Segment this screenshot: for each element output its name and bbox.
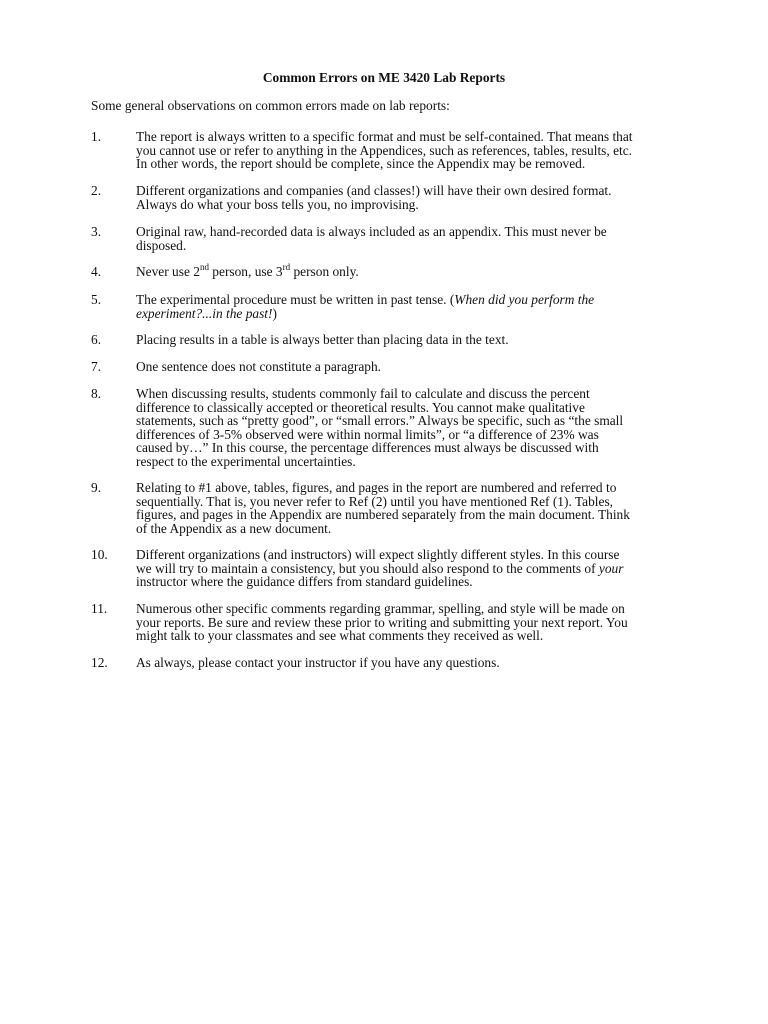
italic-fragment: experiment?...in the past! — [136, 305, 273, 321]
list-item-6 — [91, 333, 681, 347]
list-item-10 — [91, 548, 681, 589]
list-item-text — [136, 261, 681, 279]
text-line: respect to the experimental uncertainties. — [136, 453, 356, 469]
list-item-text — [136, 333, 681, 347]
list-item-number: 3. — [91, 224, 102, 239]
text-line: sequentially. That is, you never refer to Ref (2) until you have mentioned Ref (1). Tables, — [136, 493, 614, 509]
text-fragment: The experimental procedure must be written in past tense. ( — [136, 292, 455, 307]
list-item-text — [136, 656, 681, 670]
list-item-1 — [91, 130, 681, 171]
list-item-number: 1. — [91, 129, 102, 144]
list-item-number: 12. — [91, 655, 108, 670]
text-line: As always, please contact your instructor if you have any questions. — [136, 655, 500, 670]
list-item-number: 2. — [91, 183, 102, 198]
text-line — [136, 307, 681, 321]
superscript: nd — [199, 261, 209, 272]
list-item-5 — [91, 293, 681, 320]
list-item-text — [136, 602, 681, 643]
list-item-text — [136, 387, 681, 469]
text-fragment: we will try to maintain a consistency, but you should also respond to the comments of — [136, 560, 599, 576]
text-line: caused by…” In this course, the percentage differences must always be discussed with — [136, 440, 599, 456]
text-line: Numerous other specific comments regarding grammar, spelling, and style will be made on — [136, 601, 625, 616]
text-line: statements, such as “pretty good”, or “small errors.” Always be specific, such as “the small — [136, 413, 624, 429]
list-item-number: 10. — [91, 547, 108, 562]
list-item-9 — [91, 481, 681, 535]
text-line: your reports. Be sure and review these prior to writing and submitting your next report. You — [136, 614, 628, 630]
list-item-text — [136, 481, 681, 535]
text-line: Always do what your boss tells you, no improvising. — [136, 196, 419, 212]
text-fragment: Never use 2 — [136, 264, 200, 279]
list-item-8 — [91, 387, 681, 469]
intro-paragraph: Some general observations on common errors made on lab reports: — [91, 98, 450, 113]
text-line: The report is always written to a specific format and must be self-contained. That means that — [136, 129, 633, 144]
text-line — [136, 562, 681, 576]
list-item-number: 4. — [91, 264, 102, 279]
list-item-12 — [91, 656, 681, 670]
text-line: instructor where the guidance differs from standard guidelines. — [136, 574, 473, 590]
text-line: In other words, the report should be complete, since the Appendix may be removed. — [136, 156, 586, 172]
list-item-text — [136, 293, 681, 320]
list-item-number: 5. — [91, 292, 102, 307]
text-fragment: person only. — [290, 264, 359, 279]
text-line: might talk to your classmates and see what comments they received as well. — [136, 628, 544, 644]
list-item-text — [136, 548, 681, 589]
text-line: of the Appendix as a new document. — [136, 520, 332, 536]
text-line: disposed. — [136, 237, 187, 253]
list-item-number: 7. — [91, 359, 102, 374]
list-item-number: 8. — [91, 386, 102, 401]
list-item-2 — [91, 184, 681, 211]
text-line: figures, and pages in the Appendix are numbered separately from the main document. Think — [136, 507, 630, 523]
text-line: difference to classically accepted or theoretical results. You cannot make qualitative — [136, 399, 585, 415]
italic-fragment: your — [598, 560, 624, 576]
text-line: Original raw, hand-recorded data is always included as an appendix. This must never be — [136, 224, 607, 239]
text-line: One sentence does not constitute a paragraph. — [136, 359, 382, 374]
italic-fragment: When did you perform the — [454, 292, 595, 307]
list-item-text — [136, 184, 681, 211]
list-item-text — [136, 130, 681, 171]
list-item-text — [136, 360, 681, 374]
list-item-11 — [91, 602, 681, 643]
text-fragment: person, use 3 — [208, 264, 283, 279]
text-line: Relating to #1 above, tables, figures, and pages in the report are numbered and referred to — [136, 480, 617, 495]
text-line: When discussing results, students commonly fail to calculate and discuss the percent — [136, 386, 590, 401]
text-line — [136, 261, 681, 279]
text-line — [136, 293, 681, 307]
text-line: Different organizations (and instructors) will expect slightly different styles. In this course — [136, 547, 620, 562]
list-item-text — [136, 225, 681, 252]
list-item-7 — [91, 360, 681, 374]
list-item-number: 9. — [91, 480, 102, 495]
list-item-4 — [91, 261, 681, 279]
list-item-number: 6. — [91, 332, 102, 347]
text-line: differences of 3-5% observed were within normal limits”, or “a difference of 23% was — [136, 426, 599, 442]
text-fragment: ) — [272, 305, 277, 321]
text-line: Placing results in a table is always better than placing data in the text. — [136, 332, 509, 347]
document-title: Common Errors on ME 3420 Lab Reports — [262, 70, 506, 85]
superscript: rd — [282, 261, 291, 272]
list-item-3 — [91, 225, 681, 252]
text-line: Different organizations and companies (and classes!) will have their own desired format. — [136, 183, 612, 198]
list-item-number: 11. — [91, 601, 108, 616]
text-line: you cannot use or refer to anything in the Appendices, such as references, tables, results, etc. — [136, 142, 633, 158]
